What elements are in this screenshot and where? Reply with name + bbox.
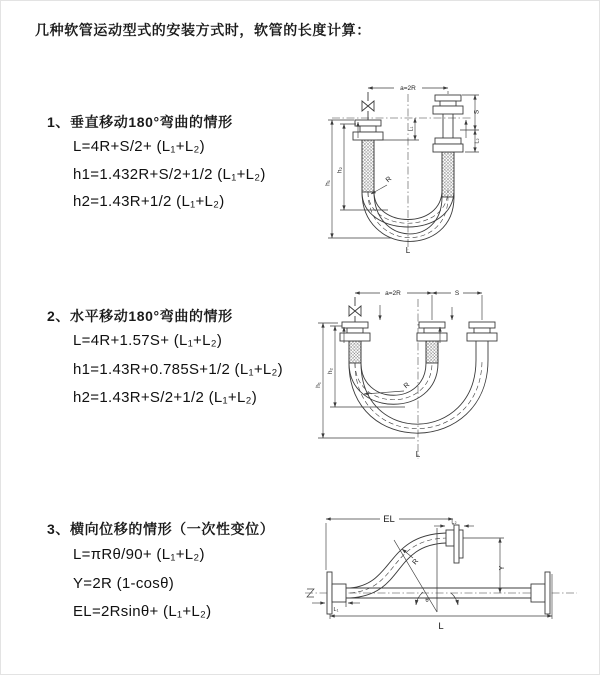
dim-label-s: S	[454, 290, 460, 297]
hose-drawing-1	[332, 92, 472, 250]
dim-label-r: R	[402, 381, 412, 391]
dim-label-h1: h₁	[324, 180, 332, 186]
dim-label-h1: h₁	[315, 382, 322, 388]
dimensions-3	[312, 513, 552, 632]
dim-label-s: S	[473, 109, 481, 115]
dim-label-length: L	[438, 621, 444, 632]
dim-label-el: EL	[383, 514, 395, 525]
section-1-formula-h2: h2=1.43R+1/2 (L₁+L₂)	[73, 193, 225, 210]
dim-label-h2: h₂	[336, 166, 344, 174]
dim-label-l1: L₁	[408, 126, 415, 132]
dim-label-length: L	[415, 450, 421, 459]
section-2-formula-h2: h2=1.43R+S/2+1/2 (L₁+L₂)	[73, 389, 258, 406]
section-2-formula-L: L=4R+1.57S+ (L₁+L₂)	[73, 332, 223, 349]
dim-label-length: L	[405, 246, 411, 255]
dim-label-l2: L₂	[451, 519, 457, 526]
dim-label-span: a=2R	[400, 85, 416, 92]
valve-icon	[362, 101, 374, 111]
section-3-heading: 3、横向位移的情形（一次性变位）	[47, 521, 275, 537]
horizontal-180-bend-diagram	[300, 283, 600, 468]
section-3-formula-Y: Y=2R (1-cosθ)	[73, 575, 175, 592]
section-3-formula-L: L=πRθ/90+ (L₁+L₂)	[73, 546, 205, 563]
page-title: 几种软管运动型式的安装方式时，软管的长度计算：	[35, 22, 371, 38]
section-1-formula-h1: h1=1.432R+S/2+1/2 (L₁+L₂)	[73, 166, 266, 183]
dim-label-theta: θ	[425, 598, 429, 604]
dim-label-l1: L₁	[333, 607, 339, 613]
dimensions-2	[315, 288, 482, 459]
dim-label-r: R	[411, 557, 421, 567]
vertical-180-bend-diagram	[320, 80, 500, 260]
section-2-formula-h1: h1=1.43R+0.785S+1/2 (L₁+L₂)	[73, 361, 283, 378]
section-3-formula-EL: EL=2Rsinθ+ (L₁+L₂)	[73, 603, 212, 620]
dim-label-span: a=2R	[385, 290, 401, 297]
dim-label-l2: L₂	[474, 138, 481, 144]
hose-drawing-2	[340, 297, 497, 459]
section-1-formula-L: L=4R+S/2+ (L₁+L₂)	[73, 138, 205, 155]
lateral-displacement-diagram	[300, 508, 590, 643]
dim-label-h2: h₂	[327, 367, 334, 375]
section-2-heading: 2、水平移动180°弯曲的情形	[47, 308, 233, 324]
dim-label-y: Y	[499, 565, 506, 571]
valve-icon	[349, 306, 361, 316]
section-1-heading: 1、垂直移动180°弯曲的情形	[47, 114, 233, 130]
dim-label-r: R	[384, 175, 394, 185]
